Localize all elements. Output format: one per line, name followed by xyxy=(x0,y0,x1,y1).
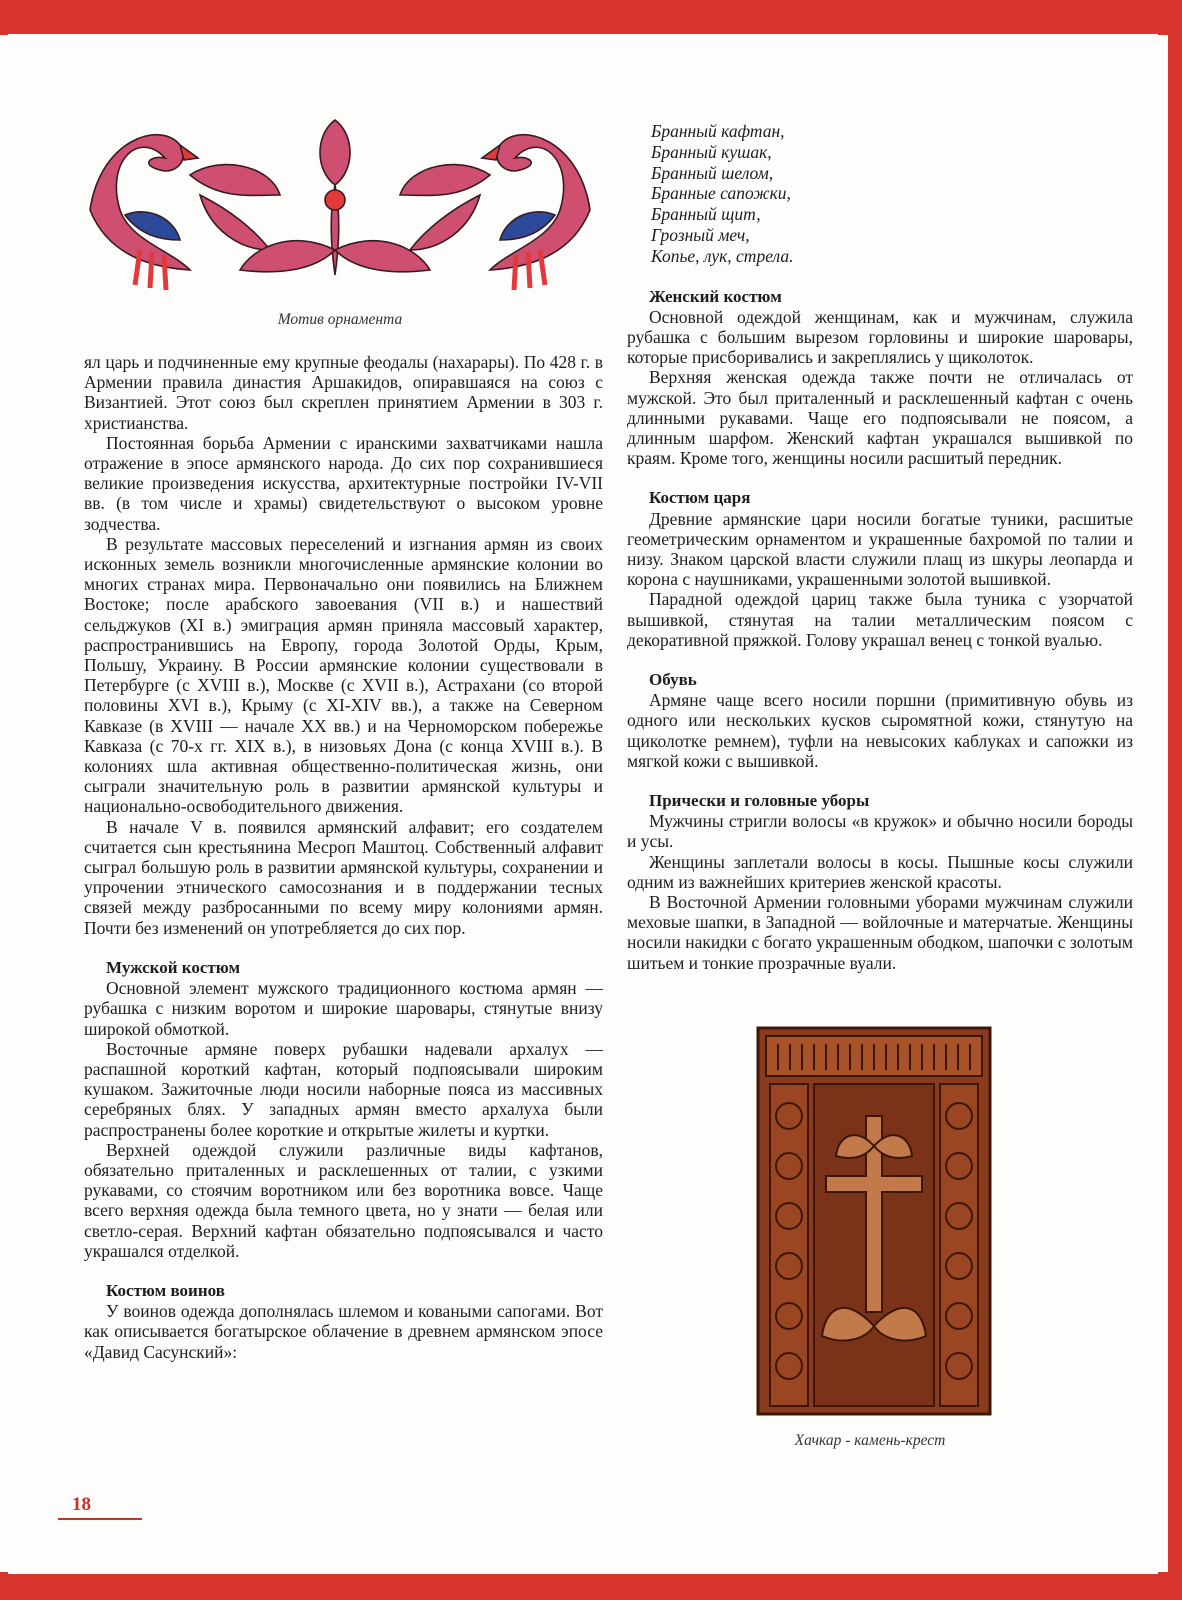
poem-line: Бранный шелом, xyxy=(651,162,774,183)
bottom-red-band xyxy=(0,1572,1182,1600)
paragraph: Древние армянские цари носили богатые туники, расшитые геометрическим орнаментом и украшенные бахромой по талии и низу. Знаком царской власти служили плащ из шкуры леопарда и корона с наушниками, украшенными золотой вышивкой. xyxy=(627,508,1133,590)
paragraph: Основной одеждой женщинам, как и мужчинам, служила рубашка с большим вырезом горловины и широкие шаровары, которые присборивались и закреплялись у щиколоток. xyxy=(627,306,1133,368)
ornament-illustration xyxy=(80,100,600,315)
paragraph: Верхняя женская одежда также почти не отличалась от мужской. Это был приталенный и расклешенный кафтан с очень длинными рукавами. Чаще его подпоясывали не поясом, а длинным шарфом. Женский кафтан украшался вышивкой по краям. Кроме того, женщины носили расшитый передник. xyxy=(627,367,1133,469)
ornament-caption: Мотив орнамента xyxy=(277,311,403,328)
paragraph: Постоянная борьба Армении с иранскими захватчиками нашла отражение в эпосе армянского народа. До сих пор сохранившиеся великие произведения искусства, архитектурные постройки IV-VII вв. (в том числе и храмы) свидетельствуют о высоком уровне зодчества. xyxy=(84,432,603,534)
right-column xyxy=(627,121,1133,973)
heading-men-costume: Мужской костюм xyxy=(106,957,241,977)
paragraph: В Восточной Армении головными уборами мужчинам служили меховые шапки, в Западной — войлочные и матерчатые. Женщины носили накидки с богато украшенным ободком, шапочки с золотым шитьем и тонкие прозрачные вуали. xyxy=(627,892,1133,973)
paragraph: Женщины заплетали волосы в косы. Пышные косы служили одним из важнейших критериев женской красоты. xyxy=(627,851,1133,892)
paragraph: Мужчины стригли волосы «в кружок» и обычно носили бороды и усы. xyxy=(627,811,1133,852)
poem-line: Бранный кушак, xyxy=(651,141,772,162)
paragraph: Армяне чаще всего носили поршни (примитивную обувь из одного или нескольких кусков сыромятной кожи, стянутую на щиколотке ремнем), туфли на невысоких каблуках и сапожки из мягкой кожи с вышивкой. xyxy=(627,690,1133,771)
right-red-band xyxy=(1168,0,1182,1600)
left-column xyxy=(84,352,603,1362)
page-number: 18 xyxy=(72,1494,91,1515)
paragraph: Восточные армяне поверх рубашки надевали архалух — распашной короткий кафтан, который подпоясывали широким кушаком. Зажиточные люди носили наборные пояса из массивных серебряных блях. У западных армян вместо архалуха были распространены более короткие и открытые жилеты и куртки. xyxy=(84,1038,603,1140)
khachkar-caption: Хачкар - камень-крест xyxy=(794,1432,946,1449)
heading-warriors-costume: Костюм воинов xyxy=(106,1280,225,1300)
paragraph: У воинов одежда дополнялась шлемом и коваными сапогами. Вот как описывается богатырское облачение в древнем армянском эпосе «Давид Сасунский»: xyxy=(84,1301,603,1362)
heading-hair-headwear: Прически и головные уборы xyxy=(649,791,870,811)
paragraph: Парадной одеждой цариц также была туника с узорчатой вышивкой, стянутая на талии металлическим поясом с декоративной пряжкой. Голову украшал венец с тонкой вуалью. xyxy=(627,589,1133,650)
poem-line: Бранный кафтан, xyxy=(651,121,785,141)
heading-shoes: Обувь xyxy=(649,670,697,690)
poem-line: Грозный меч, xyxy=(651,224,750,245)
page-number-rule xyxy=(58,1518,142,1520)
paragraph: В начале V в. появился армянский алфавит; его создателем считается сын крестьянина Месроп Маштоц. Собственный алфавит сыграл большую роль в развитии армянской культуры, сохранении и упрочении этнического самосознания и в поддержании тесных связей между разбросанными по всему миру колониями армян. Почти без изменений он употребляется до сих пор. xyxy=(84,816,603,938)
khachkar-illustration xyxy=(756,1026,992,1416)
poem-line: Бранный щит, xyxy=(651,204,761,225)
poem-line: Бранные сапожки, xyxy=(651,183,791,204)
poem-line: Копье, лук, стрела. xyxy=(651,245,794,266)
top-red-band xyxy=(0,0,1182,35)
heading-king-costume: Костюм царя xyxy=(649,488,751,508)
paragraph: ял царь и подчиненные ему крупные феодалы (нахарары). По 428 г. в Армении правила династия Аршакидов, опиравшаяся на союз с Византией. Этот союз был скреплен принятием Армении в 303 г. христианства. xyxy=(84,352,603,433)
paragraph: Верхней одеждой служили различные виды кафтанов, обязательно приталенных и расклешенных от талии, с узкими рукавами, со стоячим воротником или без воротника вовсе. Чаще всего верхняя одежда была темного цвета, но у знати — белая или светло-серая. Верхний кафтан обязательно подпоясывался и часто украшался отделкой. xyxy=(84,1139,603,1261)
heading-women-costume: Женский костюм xyxy=(649,286,782,306)
paragraph: Основной элемент мужского традиционного костюма армян — рубашка с низким воротом и широкие шаровары, стянутые внизу широкой обмоткой. xyxy=(84,978,603,1039)
poem xyxy=(627,121,1133,267)
paragraph: В результате массовых переселений и изгнания армян из своих исконных земель возникли многочисленные армянские колонии во многих странах мира. Первоначально они появились на Ближнем Востоке; после арабского завоевания (VII в.) и нашествий сельджуков (XI в.) эмиграция армян приняла массовый характер, распространившись на Европу, города Золотой Орды, Крым, Польшу, Украину. В России армянские колонии существовали в Петербурге (с XVIII в.), Москве (с XVII в.), Астрахани (со второй половины XVI в.), Крыму (с XI-XIV вв.), а также на Северном Кавказе (в XVIII — начале XX вв.) и на Черноморском побережье Кавказа (с 70-х гг. XIX в.), в низовьях Дона (с конца XVIII в.). В колониях шла активная общественно-политическая жизнь, они сыграли значительную роль в развитии армянской культуры и национально-освободительного движения. xyxy=(84,533,603,817)
